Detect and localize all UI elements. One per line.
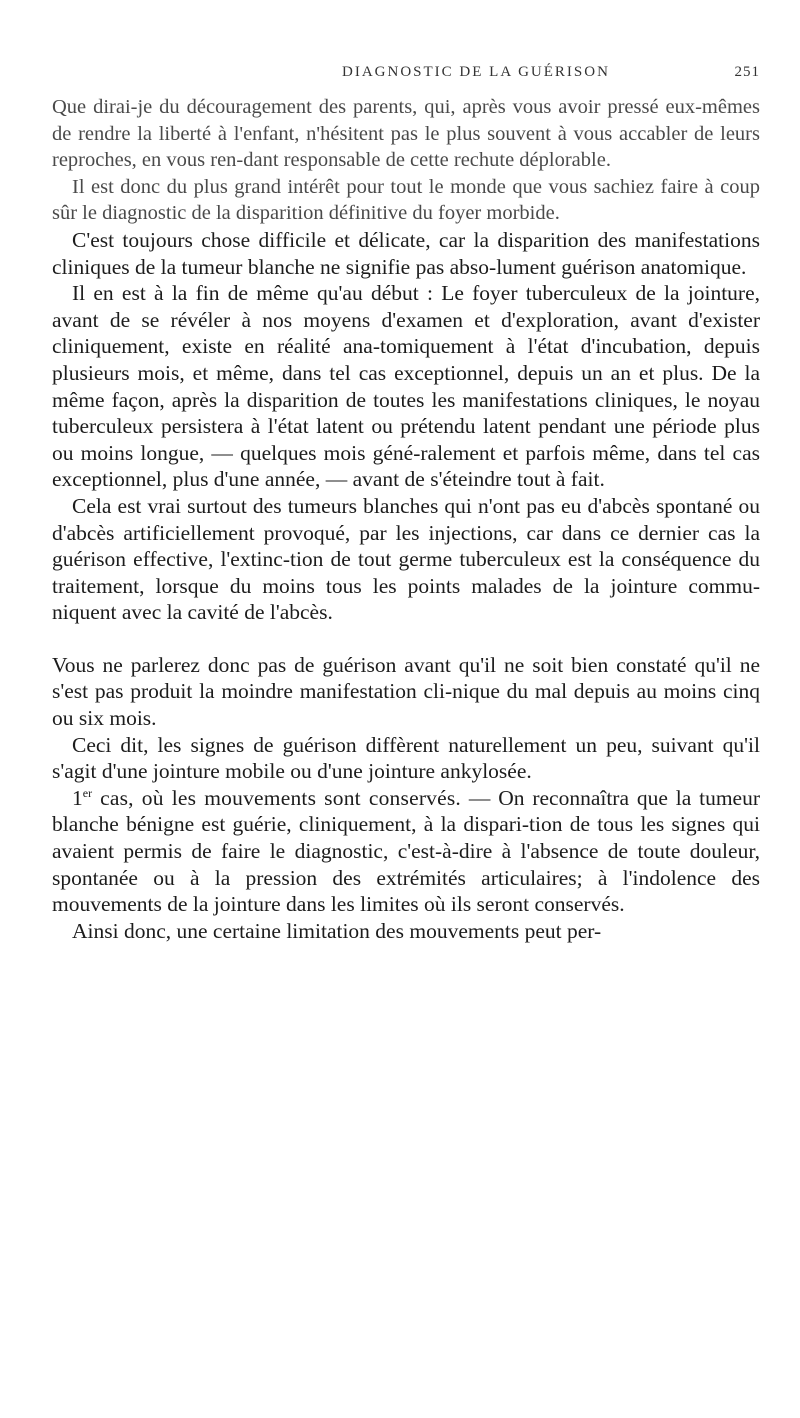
case-paragraph: [52, 785, 760, 918]
case-superscript: er: [82, 785, 93, 800]
case-number: 1: [72, 785, 83, 810]
case-heading: cas, où les mouvements sont conservés.: [92, 785, 462, 810]
running-header: [52, 64, 760, 88]
paragraph: Il est donc du plus grand intérêt pour tout le monde que vous sachiez faire à coup sûr le diagnostic de la disparition définitive du foyer morbide.: [52, 175, 760, 225]
paragraph: C'est toujours chose difficile et délicate, car la disparition des manifestations cliniques de la tumeur blanche ne signifie pas abso-lument guérison anatomique.: [52, 227, 760, 279]
paragraph: Ainsi donc, une certaine limitation des mouvements peut per-: [72, 918, 602, 943]
body-text: [52, 94, 760, 944]
paragraph: Ceci dit, les signes de guérison diffèrent naturellement un peu, suivant qu'il s'agit d'une jointure mobile ou d'une jointure ankylosée.: [52, 732, 760, 784]
running-title: DIAGNOSTIC DE LA GUÉRISON: [342, 64, 610, 80]
paragraph: Il en est à la fin de même qu'au début : Le foyer tuberculeux de la jointure, avant de se révéler à nos moyens d'examen et d'exploration, avant d'exister cliniquement, existe en réalité ana-tomiquement à l'état d'incubation, depuis plusieurs mois, et même, dans tel cas exceptionnel, depuis un an et plus. De la même façon, après la disparition de toutes les manifestations cliniques, le noyau tuberculeux persistera à l'état latent ou prétendu latent pendant une période plus ou moins longue, — quelques mois géné-ralement et parfois même, dans tel cas exceptionnel, plus d'une année, — avant de s'éteindre tout à fait.: [52, 281, 760, 492]
paragraph: Vous ne parlerez donc pas de guérison avant qu'il ne soit bien constaté qu'il ne s'est pas produit la moindre manifestation cli-nique du mal depuis au moins cinq ou six mois.: [52, 652, 760, 731]
paragraph: Cela est vrai surtout des tumeurs blanches qui n'ont pas eu d'abcès spontané ou d'abcès artificiellement provoqué, par les injections, car dans ce dernier cas la guérison effective, l'extinc-tion de tout germe tuberculeux est la conséquence du traitement, lorsque du moins tous les points malades de la jointure commu-niquent avec la cavité de l'abcès.: [52, 493, 760, 625]
paragraph: Que dirai-je du découragement des parents, qui, après vous avoir pressé eux-mêmes de rendre la liberté à l'enfant, n'hésitent pas le plus souvent à vous accabler de leurs reproches, en vous ren-dant responsable de cette rechute déplorable.: [52, 96, 760, 172]
book-page: [52, 0, 760, 1418]
case-text: — On reconnaîtra que la tumeur blanche bénigne est guérie, cliniquement, à la dispari-tion de tous les signes qui avaient permis de faire le diagnostic, c'est-à-dire à l'absence de toute douleur, spontanée ou à la pression des extrémités articulaires; à l'indolence des mouvements de la jointure dans les limites où ils seront conservés.: [52, 785, 760, 917]
page-number: 251: [734, 64, 760, 80]
